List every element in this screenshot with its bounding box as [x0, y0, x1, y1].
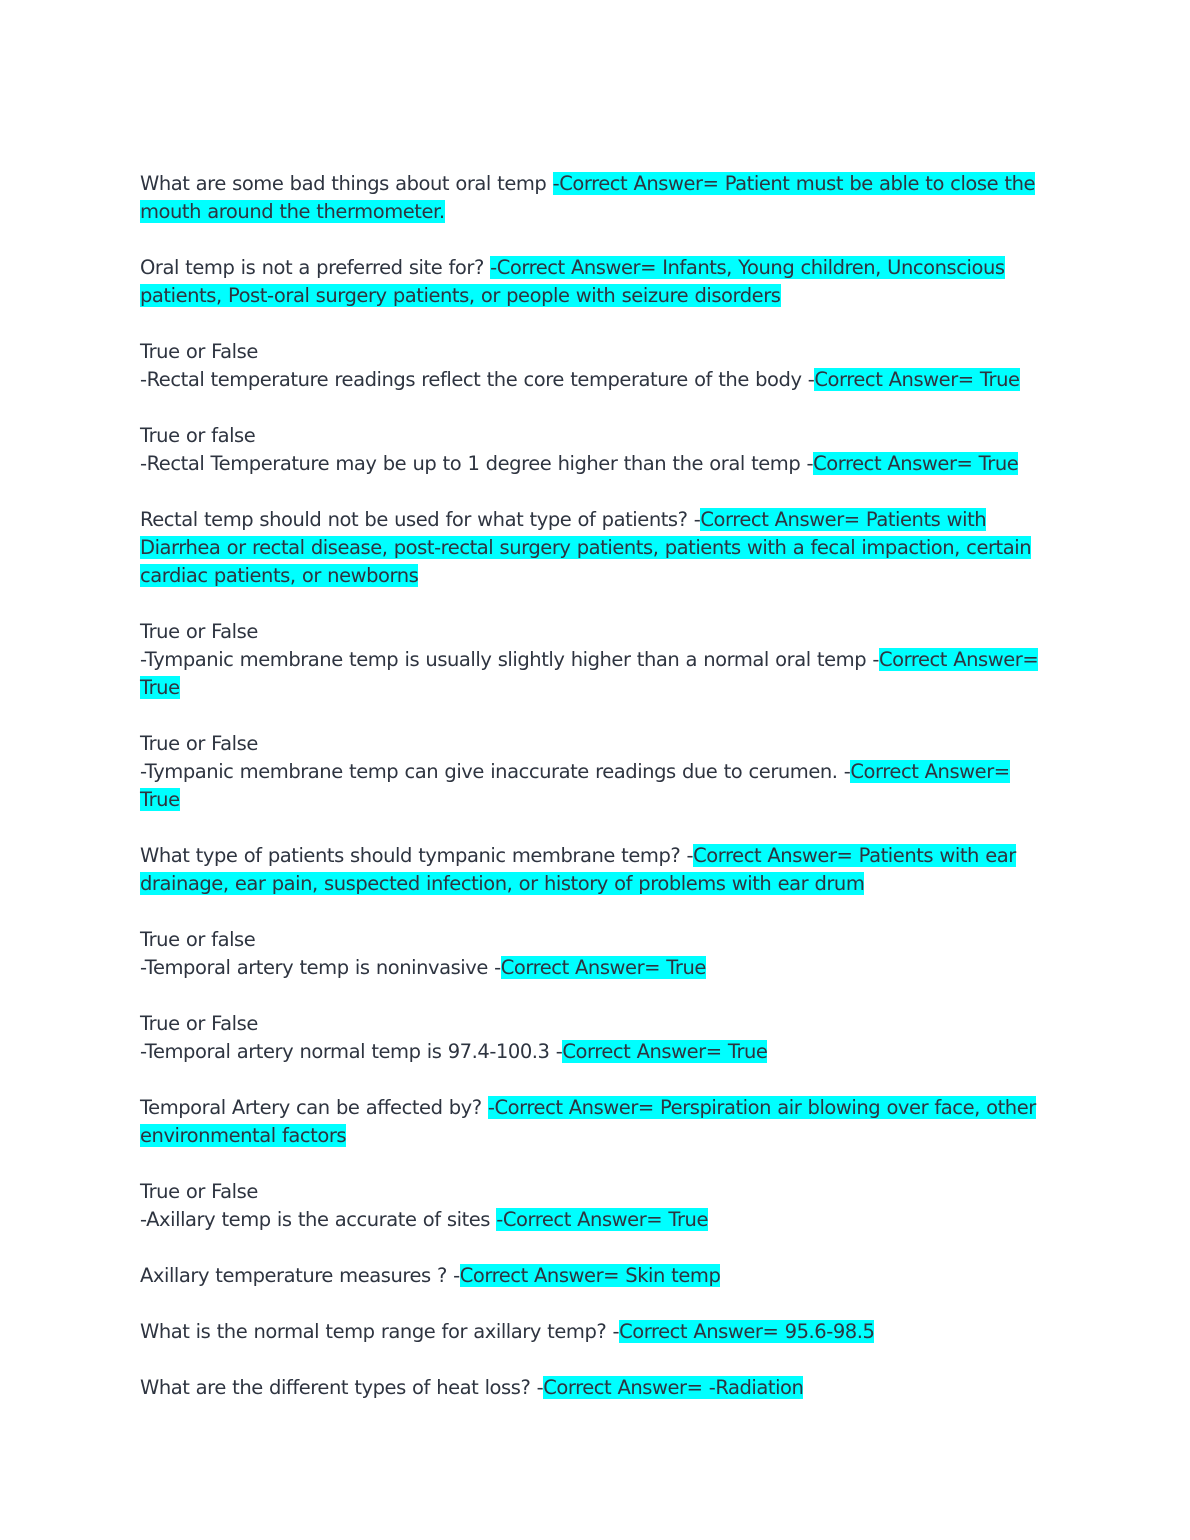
qa-item: [140, 1010, 1045, 1066]
question-prefix: True or false: [140, 424, 256, 447]
qa-item: [140, 1262, 1045, 1290]
question-text: What are some bad things about oral temp: [140, 172, 553, 195]
qa-item: [140, 618, 1045, 702]
correct-answer-highlight: Correct Answer= True: [562, 1040, 768, 1063]
question-prefix: True or false: [140, 928, 256, 951]
qa-item: [140, 422, 1045, 478]
question-prefix: True or False: [140, 1180, 258, 1203]
correct-answer-highlight: -Correct Answer= Infants, Young children, Unconscious patients, Post-oral surgery patients, or people with seizure disorders: [140, 256, 1005, 307]
question-text: -Temporal artery temp is noninvasive -: [140, 956, 501, 979]
correct-answer-highlight: Correct Answer= True: [500, 956, 706, 979]
question-prefix: True or False: [140, 732, 258, 755]
correct-answer-highlight: Correct Answer= True: [814, 368, 1020, 391]
correct-answer-highlight: -Correct Answer= True: [496, 1208, 709, 1231]
qa-item: [140, 170, 1045, 226]
question-text: Temporal Artery can be affected by?: [140, 1096, 488, 1119]
question-text: -Temporal artery normal temp is 97.4-100.3 -: [140, 1040, 563, 1063]
qa-item: [140, 1318, 1045, 1346]
correct-answer-highlight: -Correct Answer= Patient must be able to close the mouth around the thermometer.: [140, 172, 1036, 223]
qa-item: [140, 926, 1045, 982]
qa-item: [140, 254, 1045, 310]
question-text: What is the normal temp range for axillary temp? -: [140, 1320, 620, 1343]
question-prefix: True or False: [140, 340, 258, 363]
question-text: -Rectal temperature readings reflect the core temperature of the body -: [140, 368, 815, 391]
correct-answer-highlight: Correct Answer= 95.6-98.5: [619, 1320, 875, 1343]
question-text: Rectal temp should not be used for what type of patients? -: [140, 508, 701, 531]
question-text: -Rectal Temperature may be up to 1 degree higher than the oral temp -: [140, 452, 814, 475]
question-text: What type of patients should tympanic membrane temp? -: [140, 844, 694, 867]
question-text: What are the different types of heat loss? -: [140, 1376, 544, 1399]
question-prefix: True or False: [140, 1012, 258, 1035]
question-text: -Tympanic membrane temp can give inaccurate readings due to cerumen. -: [140, 760, 851, 783]
qa-list: [140, 170, 1045, 1430]
correct-answer-highlight: Correct Answer= True: [813, 452, 1019, 475]
qa-item: [140, 506, 1045, 590]
qa-item: [140, 338, 1045, 394]
question-text: Oral temp is not a preferred site for?: [140, 256, 491, 279]
correct-answer-highlight: Correct Answer= True: [140, 760, 1010, 811]
qa-item: [140, 730, 1045, 814]
question-text: -Tympanic membrane temp is usually slightly higher than a normal oral temp -: [140, 648, 879, 671]
qa-item: [140, 1094, 1045, 1150]
correct-answer-highlight: -Correct Answer= Perspiration air blowing over face, other environmental factors: [140, 1096, 1036, 1147]
correct-answer-highlight: Correct Answer= True: [140, 648, 1039, 699]
qa-item: [140, 1178, 1045, 1234]
question-text: Axillary temperature measures ? -: [140, 1264, 460, 1287]
question-prefix: True or False: [140, 620, 258, 643]
qa-item: [140, 1374, 1045, 1402]
correct-answer-highlight: Correct Answer= Patients with Diarrhea or rectal disease, post-rectal surgery patients, patients with a fecal impaction, certain cardiac patients, or newborns: [140, 508, 1032, 587]
correct-answer-highlight: Correct Answer= Skin temp: [459, 1264, 721, 1287]
correct-answer-highlight: Correct Answer= -Radiation: [543, 1376, 804, 1399]
question-text: -Axillary temp is the accurate of sites: [140, 1208, 497, 1231]
correct-answer-highlight: Correct Answer= Patients with ear drainage, ear pain, suspected infection, or history of problems with ear drum: [140, 844, 1016, 895]
qa-item: [140, 842, 1045, 898]
